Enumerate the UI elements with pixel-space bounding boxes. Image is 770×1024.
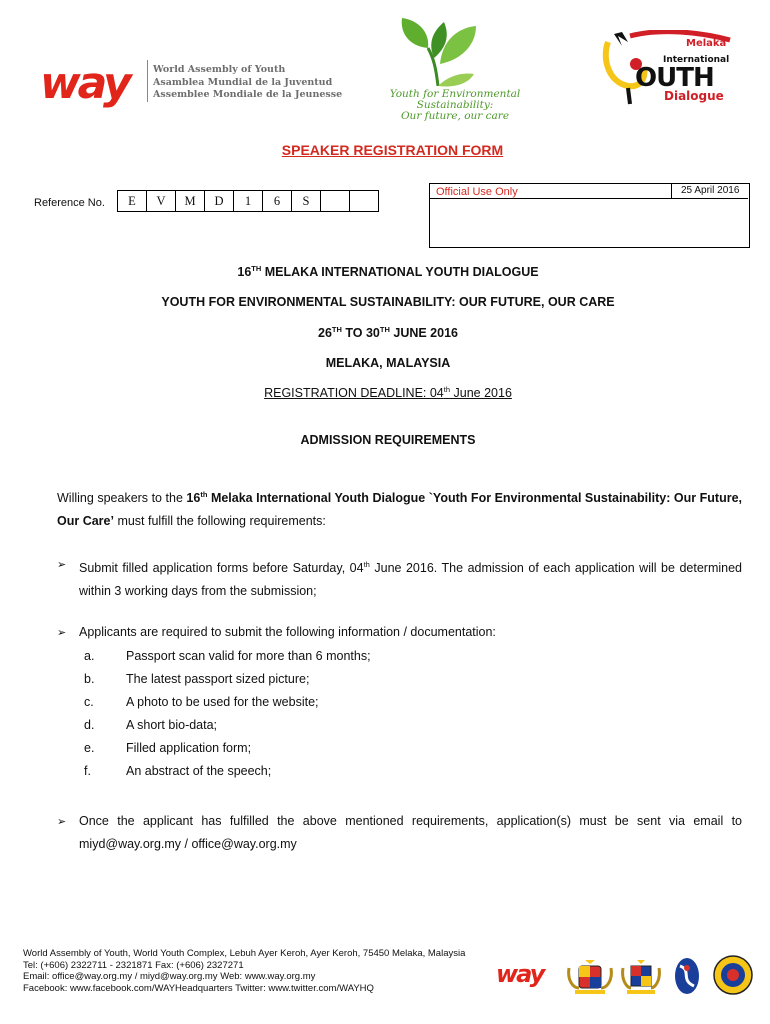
reference-box[interactable]: S (291, 190, 321, 212)
list-item-letter: d. (84, 718, 95, 732)
admission-intro: Willing speakers to the 16th Melaka International Youth Dialogue `Youth For Environmental Sustainability: Our Future, Our Care’ must fulfill the following requirements: (57, 490, 742, 529)
list-item-letter: b. (84, 672, 95, 686)
theme-tagline (350, 89, 560, 122)
theme-tagline-line1: Youth for Environmental Sustainability: (389, 88, 521, 111)
requirement-submit-forms: Submit filled application forms before Saturday, 04th June 2016. The admission of each application will be determined within 3 working days from the submission; (79, 560, 742, 599)
reference-boxes[interactable] (118, 190, 379, 212)
reference-box[interactable] (320, 190, 350, 212)
footer-email[interactable]: Email: office@way.org.my / miyd@way.org.my Web: www.way.org.my (23, 971, 316, 983)
way-name-es: Asamblea Mundial de la Juventud (153, 76, 333, 88)
list-item: A short bio-data; (126, 718, 218, 732)
event-dates: 26TH TO 30TH JUNE 2016 (318, 325, 458, 341)
way-name-en: World Assembly of Youth (153, 64, 286, 75)
list-item-letter: c. (84, 695, 94, 709)
official-use-divider (429, 198, 748, 199)
list-item: Passport scan valid for more than 6 months; (126, 649, 371, 663)
requirement-documentation: Applicants are required to submit the following information / documentation: (79, 625, 496, 639)
reference-box[interactable]: 1 (233, 190, 263, 212)
reference-label: Reference No. (34, 197, 105, 209)
arrow-bullet-icon: ➢ (57, 627, 67, 639)
requirement-send-email: Once the applicant has fulfilled the above mentioned requirements, application(s) must be sent via email to miyd@way.org.my / office@way.org.my (79, 814, 742, 851)
footer-contact (23, 948, 465, 994)
leaf-logo-icon (398, 14, 480, 92)
list-item: The latest passport sized picture; (126, 672, 310, 686)
reference-box[interactable]: E (117, 190, 147, 212)
list-item: An abstract of the speech; (126, 764, 272, 778)
miyd-melaka-text: Melaka (686, 38, 727, 49)
footer-phone: Tel: (+606) 2322711 - 2321871 Fax: (+606) 2327271 (23, 959, 244, 971)
logo-divider (147, 60, 148, 102)
form-title: SPEAKER REGISTRATION FORM (281, 142, 504, 158)
reference-box[interactable] (349, 190, 379, 212)
official-use-vdivider (671, 183, 672, 199)
ministry-emblem-icon (672, 956, 702, 996)
event-location: MELAKA, MALAYSIA (325, 356, 451, 370)
footer-social[interactable]: Facebook: www.facebook.com/WAYHeadquarters Twitter: www.twitter.com/WAYHQ (23, 982, 374, 994)
footer-way-logo: way (496, 960, 544, 988)
reference-box[interactable]: 6 (262, 190, 292, 212)
list-item: A photo to be used for the website; (126, 695, 319, 709)
reference-box[interactable]: V (146, 190, 176, 212)
council-seal-icon (712, 954, 754, 996)
miyd-youth-text: OUTH (635, 63, 714, 93)
way-logo: way (40, 58, 129, 109)
event-edition: 16TH MELAKA INTERNATIONAL YOUTH DIALOGUE (237, 264, 539, 280)
official-use-label: Official Use Only (436, 186, 518, 198)
list-item-letter: a. (84, 649, 95, 663)
way-name-fr: Assemblee Mondiale de la Jeunesse (153, 89, 343, 100)
miyd-dialogue-text: Dialogue (664, 89, 724, 103)
arrow-bullet-icon: ➢ (57, 559, 67, 571)
arrow-bullet-icon: ➢ (57, 816, 67, 828)
malaysia-coat-of-arms-icon (565, 958, 615, 996)
melaka-coat-of-arms-icon (621, 958, 661, 996)
miyd-international-text: International (663, 55, 730, 65)
reference-box[interactable]: M (175, 190, 205, 212)
registration-deadline: REGISTRATION DEADLINE: 04th June 2016 (264, 385, 512, 401)
list-item-letter: f. (84, 764, 91, 778)
reference-box[interactable]: D (204, 190, 234, 212)
theme-tagline-line2: Our future, our care (400, 110, 510, 122)
admission-heading: ADMISSION REQUIREMENTS (300, 433, 476, 447)
list-item-letter: e. (84, 741, 95, 755)
event-theme: YOUTH FOR ENVIRONMENTAL SUSTAINABILITY: OUR FUTURE, OUR CARE (161, 295, 615, 309)
way-organization-names (153, 64, 342, 102)
official-use-date: 25 April 2016 (681, 185, 740, 196)
list-item: Filled application form; (126, 741, 252, 755)
footer-address: World Assembly of Youth, World Youth Complex, Lebuh Ayer Keroh, Ayer Keroh, 75450 Melaka, Malaysia (23, 948, 466, 959)
